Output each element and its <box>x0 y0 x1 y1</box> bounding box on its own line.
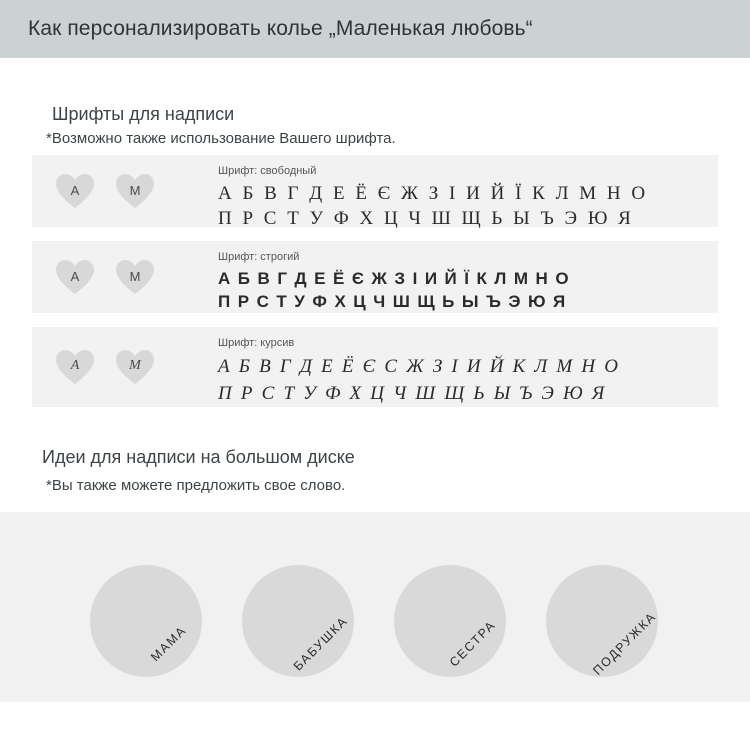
disc-label: ПОДРУЖКА <box>590 609 659 678</box>
disc-sample <box>90 565 202 677</box>
alphabet-line-2: П Р С Т У Ф Х Ц Ч Ш Щ Ь Ы Ъ Э Ю Я <box>218 383 607 404</box>
font-style-label: Шрифт: курсив <box>218 337 295 349</box>
header-bar <box>0 0 750 58</box>
alphabet-line-1: А Б В Г Д Е Ё Є Ж З І И Й Ї К Л М Н О <box>218 183 649 204</box>
alphabet-line-2: П Р С Т У Ф Х Ц Ч Ш Щ Ь Ы Ъ Э Ю Я <box>218 292 567 311</box>
font-row-cursive <box>32 327 718 407</box>
heart-samples <box>54 348 156 386</box>
heart-letter: M <box>129 268 141 284</box>
heart-icon <box>54 172 96 210</box>
disc-label: БАБУШКА <box>290 613 351 674</box>
disc-label: СЕСТРА <box>446 617 499 670</box>
alphabet-block <box>218 165 708 231</box>
fonts-section-heading: Шрифты для надписи <box>52 104 235 124</box>
heart-letter: A <box>70 182 80 198</box>
alphabet-line-1: А Б В Г Д Е Ё Є Ж З І И Й Ї К Л М Н О <box>218 269 570 288</box>
footer-strip <box>0 702 750 750</box>
font-style-label: Шрифт: строгий <box>218 251 300 263</box>
heart-icon <box>114 172 156 210</box>
disc-sample <box>394 565 506 677</box>
disc-sample <box>546 565 658 677</box>
heart-letter: A <box>70 268 80 284</box>
page-title: Как персонализировать колье „Маленькая любовь“ <box>28 17 533 40</box>
heart-icon <box>54 348 96 386</box>
heart-samples <box>54 172 156 210</box>
heart-letter: A <box>70 358 80 373</box>
alphabet-block <box>218 337 708 407</box>
ideas-section-note: *Вы также можете предложить свое слово. <box>46 477 346 494</box>
font-style-label: Шрифт: свободный <box>218 165 317 177</box>
ideas-section-heading: Идеи для надписи на большом диске <box>42 447 355 467</box>
heart-icon <box>114 348 156 386</box>
heart-samples <box>54 258 156 296</box>
alphabet-line-2: П Р С Т У Ф Х Ц Ч Ш Щ Ь Ы Ъ Э Ю Я <box>218 208 634 229</box>
font-row-strict <box>32 241 718 313</box>
heart-icon <box>54 258 96 296</box>
fonts-section-note: *Возможно также использование Вашего шрифта. <box>46 130 396 147</box>
disc-sample <box>242 565 354 677</box>
alphabet-block <box>218 251 708 313</box>
font-row-free <box>32 155 718 227</box>
disc-label: МАМА <box>148 623 190 665</box>
heart-letter: M <box>129 182 141 198</box>
heart-letter: M <box>129 358 141 373</box>
heart-icon <box>114 258 156 296</box>
alphabet-line-1: А Б В Г Д Е Ё Є С Ж З І И Й К Л М Н О <box>218 356 621 377</box>
